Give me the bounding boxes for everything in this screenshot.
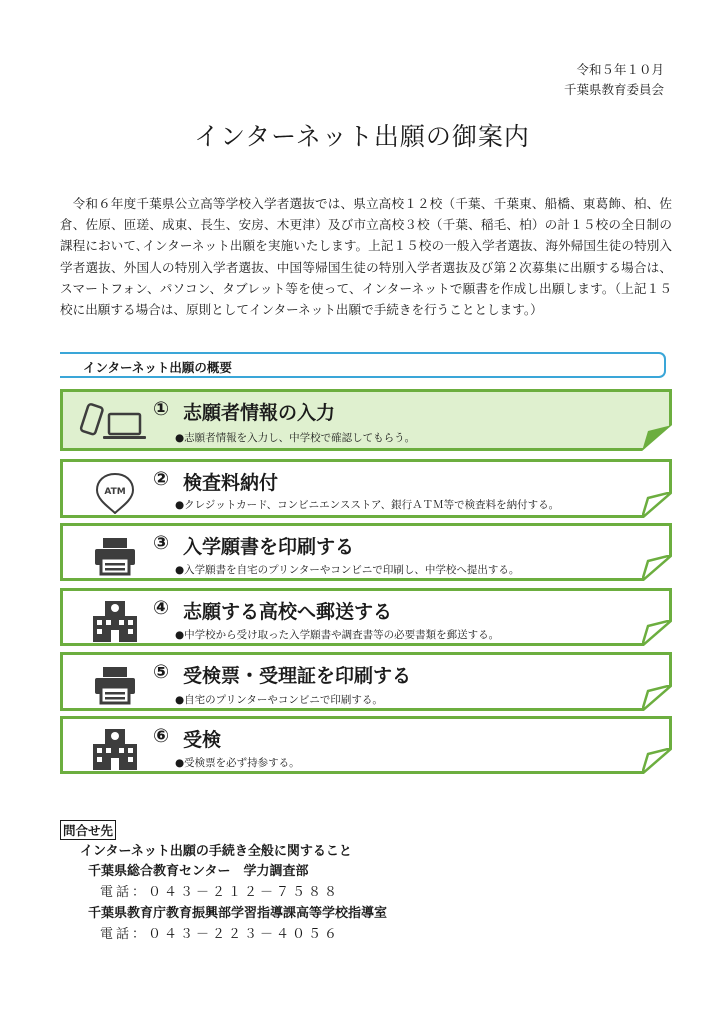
step-6 <box>60 716 672 774</box>
folded-corner <box>642 492 672 518</box>
date-block <box>564 60 664 100</box>
step-4-number: ④ <box>153 597 170 619</box>
step-3 <box>60 523 672 581</box>
printer-icon <box>75 534 155 578</box>
atm-icon-text: ATM <box>104 487 126 497</box>
overview-heading: インターネット出願の概要 <box>83 360 232 375</box>
step-5 <box>60 652 672 711</box>
issue-date: 令和５年１０月 <box>576 62 664 77</box>
folded-corner <box>642 425 672 451</box>
printer-icon <box>75 663 155 707</box>
step-3-number: ③ <box>153 532 170 554</box>
school-building-icon <box>75 599 155 643</box>
contact-section <box>60 820 388 942</box>
step-6-number: ⑥ <box>153 725 170 747</box>
contact-org-1: 千葉県総合教育センター 学力調査部 <box>88 864 309 879</box>
folded-corner <box>642 620 672 646</box>
contact-tel-2: 電話：０４３－２２３－４０５６ <box>100 927 341 942</box>
step-5-number: ⑤ <box>153 661 170 683</box>
step-6-description: ●受検票を必ず持参する。 <box>175 757 300 769</box>
folded-corner <box>642 555 672 581</box>
contact-tel-1: 電話：０４３－２１２－７５８８ <box>100 885 341 900</box>
step-6-title: 受検 <box>183 729 222 751</box>
step-4-title: 志願する高校へ郵送する <box>183 601 393 623</box>
step-2-title: 検査料納付 <box>183 472 279 494</box>
contact-org-2: 千葉県教育庁教育振興部学習指導課高等学校指導室 <box>88 906 388 921</box>
page-title: インターネット出願の御案内 <box>194 122 530 151</box>
step-1 <box>60 389 672 451</box>
step-4 <box>60 588 672 646</box>
step-2 <box>60 459 672 518</box>
step-1-title: 志願者情報の入力 <box>183 402 336 424</box>
step-1-number: ① <box>153 398 170 420</box>
step-4-description: ●中学校から受け取った入学願書や調査書等の必要書類を郵送する。 <box>175 629 500 641</box>
atm-icon <box>75 470 155 514</box>
folded-corner <box>642 748 672 774</box>
contact-subject: インターネット出願の手続き全般に関すること <box>80 844 352 859</box>
step-1-description: ●志願者情報を入力し、中学校で確認してもらう。 <box>175 432 416 444</box>
smartphone-laptop-icon <box>75 400 155 444</box>
step-3-description: ●入学願書を自宅のプリンターやコンビニで印刷し、中学校へ提出する。 <box>175 564 520 576</box>
issuer: 千葉県教育委員会 <box>563 82 664 97</box>
step-5-title: 受検票・受理証を印刷する <box>183 665 412 687</box>
overview-heading-box <box>60 352 666 378</box>
step-2-description: ●クレジットカード、コンビニエンスストア、銀行ＡＴＭ等で検査料を納付する。 <box>175 499 560 511</box>
school-building-icon <box>75 727 155 771</box>
step-5-description: ●自宅のプリンターやコンビニで印刷する。 <box>175 694 383 706</box>
step-2-number: ② <box>153 468 170 490</box>
folded-corner <box>642 685 672 711</box>
contact-label: 問合せ先 <box>60 820 116 840</box>
step-3-title: 入学願書を印刷する <box>183 536 355 558</box>
intro-paragraph: 令和６年度千葉県公立高等学校入学者選抜では、県立高校１２校（千葉、千葉東、船橋、東葛飾、柏、佐倉、佐原、匝瑳、成東、長生、安房、木更津）及び市立高校３校（千葉、稲毛、柏）の計１５校の全日制の課程において､インターネット出願を実施いたします。上記１５校の一般入学者選抜、海外帰国生徒の特別入学者選抜、外国人の特別入学者選抜、中国等帰国生徒の特別入学者選抜及び第２次募集に出願する場合は、スマートフォン、パソコン、タブレット等を使って、インターネットで願書を作成し出願します。（上記１５校に出願する場合は、原則としてインターネット出願で手続きを行うこととします。） <box>60 196 672 318</box>
